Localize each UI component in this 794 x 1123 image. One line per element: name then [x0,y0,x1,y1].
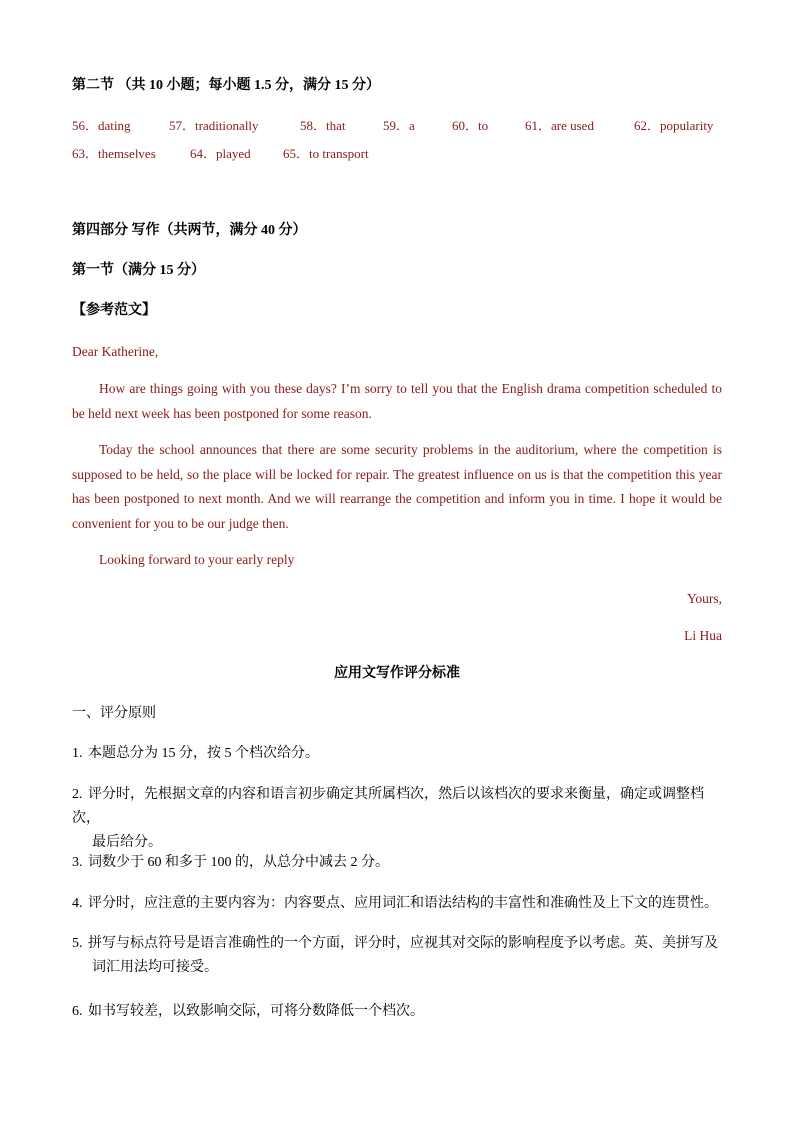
letter-signature: Li Hua [684,628,722,643]
answer-65: 65．to transport [283,146,369,161]
criteria-subtitle: 一、评分原则 [72,706,156,721]
criteria-item-text: 拼写与标点符号是语言准确性的一个方面，评分时，应视其对交际的影响程度予以考虑。英、美拼写及 [88,936,718,951]
answer-58: 58．that [300,118,346,133]
answer-59: 59．a [383,118,415,133]
answer-57: 57．traditionally [169,118,259,133]
answer-63: 63．themselves [72,146,156,161]
criteria-item-number: 2. [72,787,83,802]
letter-paragraph-2: Today the school announces that there are some security problems in the auditorium, where the competition is supposed to be held, so the place will be locked for repair. The greatest influence on us is that the competition this year has been postponed to next month. And we will rearrange the competition and inform you in time. I hope it would be convenient for you to be our judge then. [72,442,722,531]
criteria-item-number: 6. [72,1004,83,1019]
section1-title: 第一节（满分 15 分） [72,263,205,278]
criteria-item-text-cont: 词汇用法均可接受。 [92,960,218,975]
criteria-title: 应用文写作评分标准 [334,666,460,681]
sample-label: 【参考范文】 [72,303,156,318]
answer-60: 60．to [452,118,489,133]
criteria-item-text: 评分时，先根据文章的内容和语言初步确定其所属档次，然后以该档次的要求来衡量，确定或调整档次， [72,787,704,826]
criteria-item-text: 评分时，应注意的主要内容为：内容要点、应用词汇和语法结构的丰富性和准确性及上下文的连贯性。 [88,896,718,911]
criteria-item-text: 词数少于 60 和多于 100 的，从总分中减去 2 分。 [88,855,389,870]
criteria-item-5 [72,932,728,980]
letter-paragraph-3: Looking forward to your early reply [99,552,295,567]
criteria-item-number: 1. [72,746,83,761]
letter-salutation: Dear Katherine, [72,344,159,359]
criteria-item-3 [72,851,728,875]
answer-62: 62．popularity [634,118,714,133]
criteria-item-text: 本题总分为 15 分，按 5 个档次给分。 [88,746,319,761]
criteria-item-text-cont: 最后给分。 [92,835,162,850]
answer-61: 61．are used [525,118,594,133]
criteria-item-number: 4. [72,896,83,911]
criteria-item-2 [72,783,728,855]
answers-row-2 [72,145,722,163]
answer-56: 56．dating [72,118,131,133]
answer-64: 64．played [190,146,251,161]
criteria-item-4 [72,892,728,916]
criteria-item-6 [72,1000,728,1024]
criteria-item-text: 如书写较差，以致影响交际，可将分数降低一个档次。 [88,1004,424,1019]
letter-paragraph-1: How are things going with you these days? I’m sorry to tell you that the English drama competition scheduled to be held next week has been postponed for some reason. [72,381,722,421]
answers-row-1 [72,117,722,135]
letter-closing: Yours, [686,591,722,606]
part4-title: 第四部分 写作（共两节，满分 40 分） [72,223,307,238]
criteria-item-1 [72,742,728,766]
section2-title: 第二节 （共 10 小题；每小题 1.5 分，满分 15 分） [72,78,380,93]
criteria-item-number: 5. [72,936,83,951]
criteria-item-number: 3. [72,855,83,870]
